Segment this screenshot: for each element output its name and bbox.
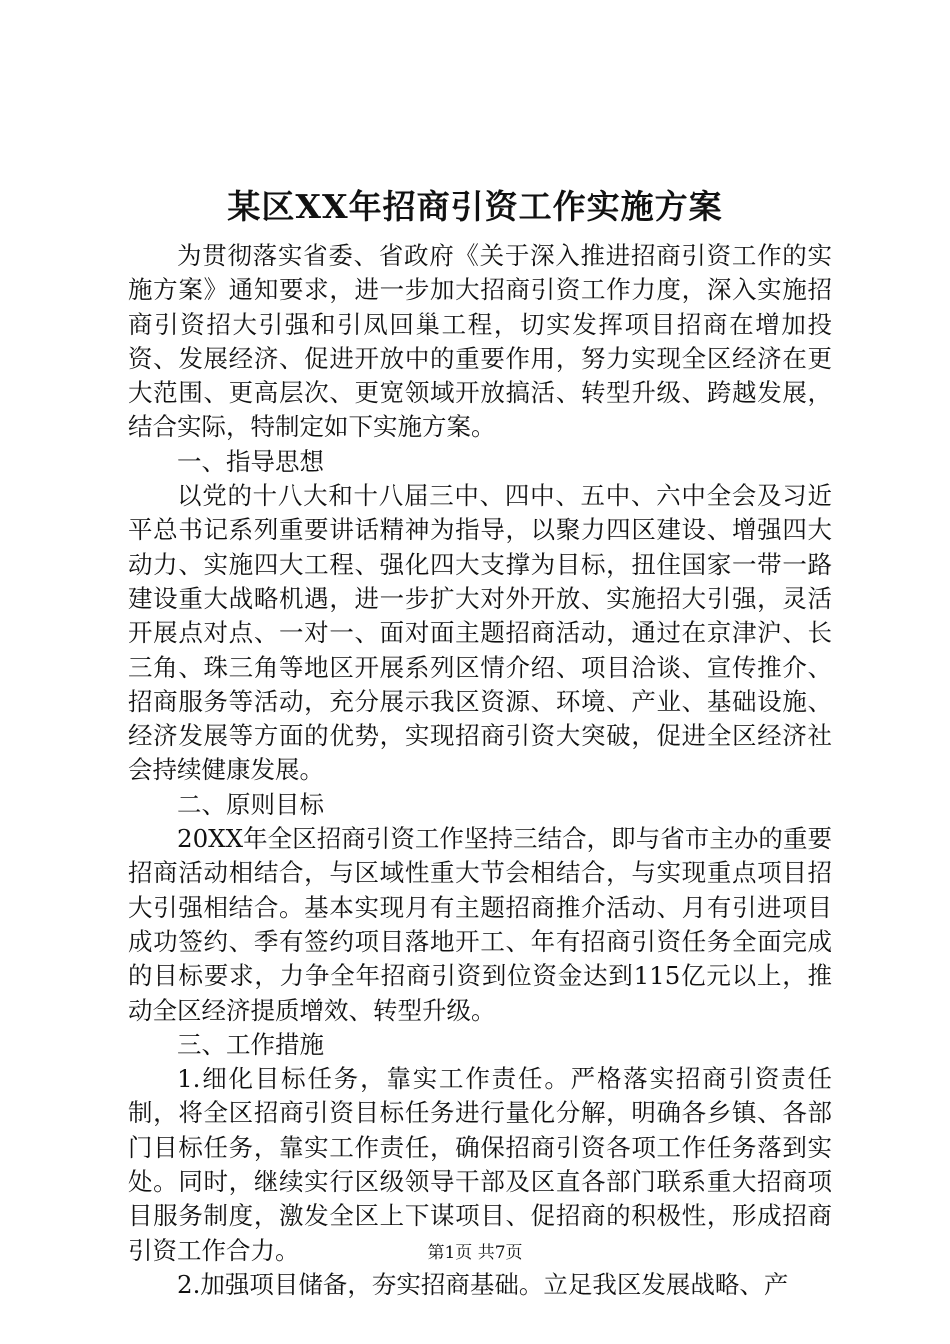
- paragraph-intro: 为贯彻落实省委、省政府《关于深入推进招商引资工作的实施方案》通知要求，进一步加大招商引资工作力度，深入实施招商引资招大引强和引凤回巢工程，切实发挥项目招商在增加投资、发展经济、促进开放中的重要作用，努力实现全区经济在更大范围、更高层次、更宽领域开放搞活、转型升级、跨越发展，结合实际，特制定如下实施方案。: [128, 241, 832, 442]
- section-heading-guiding-thought: 一、指导思想: [177, 446, 324, 476]
- document-body: [128, 239, 832, 1302]
- section-heading-principles-goals: 二、原则目标: [177, 789, 324, 819]
- document-title: 某区XX年招商引资工作实施方案: [227, 187, 723, 226]
- paragraph-guiding-thought: 以党的十八大和十八届三中、四中、五中、六中全会及习近平总书记系列重要讲话精神为指导，以聚力四区建设、增强四大动力、实施四大工程、强化四大支撑为目标，扭住国家一带一路建设重大战略机遇，进一步扩大对外开放、实施招大引强，灵活开展点对点、一对一、面对面主题招商活动，通过在京津沪、长三角、珠三角等地区开展系列区情介绍、项目洽谈、宣传推介、招商服务等活动，充分展示我区资源、环境、产业、基础设施、经济发展等方面的优势，实现招商引资大突破，促进全区经济社会持续健康发展。: [128, 481, 832, 785]
- paragraph-measure-2: 2.加强项目储备，夯实招商基础。立足我区发展战略、产: [177, 1269, 789, 1299]
- section-heading-work-measures: 三、工作措施: [177, 1029, 324, 1059]
- paragraph-principles-goals: 20XX年全区招商引资工作坚持三结合，即与省市主办的重要招商活动相结合，与区域性重大节会相结合，与实现重点项目招大引强相结合。基本实现月有主题招商推介活动、月有引进项目成功签约、季有签约项目落地开工、年有招商引资任务全面完成的目标要求，力争全年招商引资到位资金达到115亿元以上，推动全区经济提质增效、转型升级。: [128, 824, 832, 1025]
- paragraph-measure-1: 1.细化目标任务，靠实工作责任。严格落实招商引资责任制，将全区招商引资目标任务进行量化分解，明确各乡镇、各部门目标任务，靠实工作责任，确保招商引资各项工作任务落到实处。同时，继续实行区级领导干部及区直各部门联系重大招商项目服务制度，激发全区上下谋项目、促招商的积极性，形成招商引资工作合力。: [128, 1064, 832, 1265]
- page-footer: 第1页 共7页: [427, 1243, 523, 1263]
